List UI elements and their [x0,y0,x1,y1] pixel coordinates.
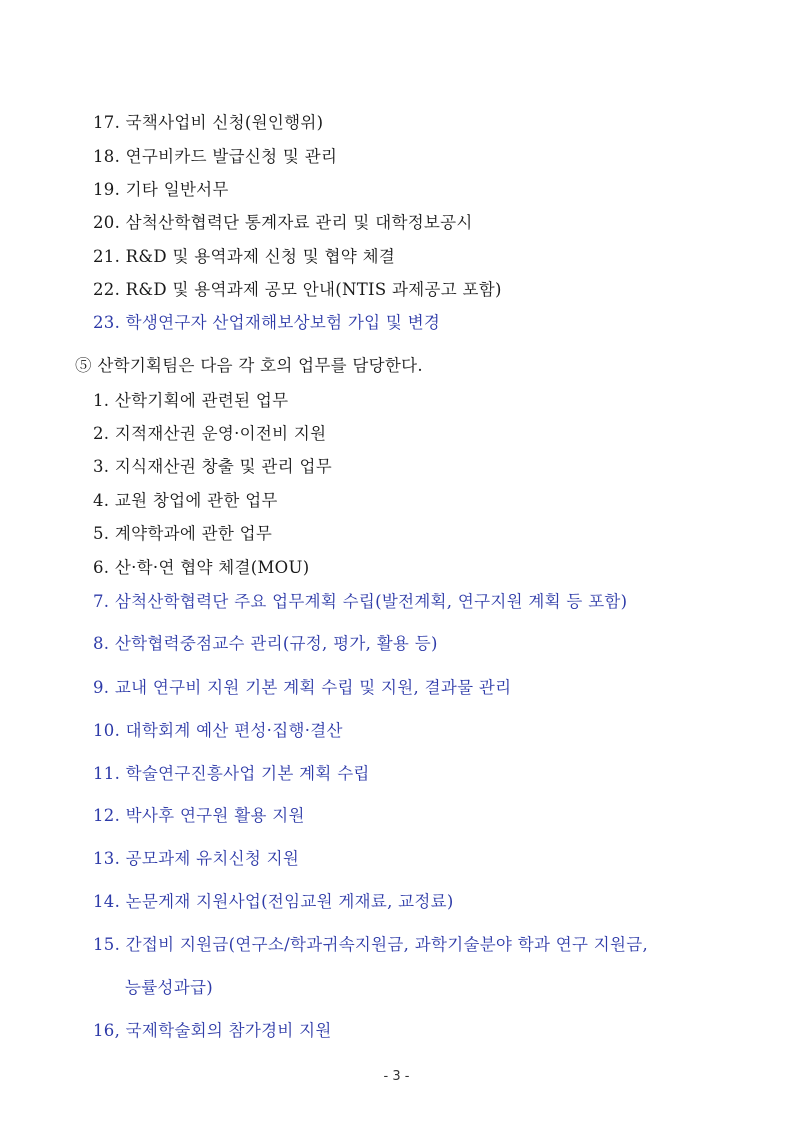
list-item: 13. 공모과제 유치신청 지원 [93,849,300,868]
list-item: 17. 국책사업비 신청(원인행위) [93,113,324,132]
list-item: 12. 박사후 연구원 활용 지원 [93,806,305,825]
list-item: 20. 삼척산학협력단 통계자료 관리 및 대학정보공시 [93,213,473,232]
list-item: 10. 대학회계 예산 편성·집행·결산 [93,721,343,740]
list-item: 2. 지적재산권 운영·이전비 지원 [93,424,327,443]
list-item: 23. 학생연구자 산업재해보상보험 가입 및 변경 [93,313,441,332]
list-item: 22. R&D 및 용역과제 공모 안내(NTIS 과제공고 포함) [93,280,502,299]
list-item: 3. 지식재산권 창출 및 관리 업무 [93,457,332,476]
list-item-continuation: 능률성과급) [125,978,213,997]
list-item: 9. 교내 연구비 지원 기본 계획 수립 및 지원, 결과물 관리 [93,678,512,697]
list-item: 1. 산학기획에 관련된 업무 [93,391,289,410]
list-item: 4. 교원 창업에 관한 업무 [93,491,278,510]
list-item: 11. 학술연구진흥사업 기본 계획 수립 [93,764,370,783]
list-item: 8. 산학협력중점교수 관리(규정, 평가, 활용 등) [93,634,438,653]
list-item: 19. 기타 일반서무 [93,180,229,199]
list-item: 5. 계약학과에 관한 업무 [93,524,273,543]
page-number: - 3 - [383,1069,410,1084]
list-item: 14. 논문게재 지원사업(전임교원 게재료, 교정료) [93,892,454,911]
list-item: 15. 간접비 지원금(연구소/학과귀속지원금, 과학기술분야 학과 연구 지원금, [93,935,649,954]
list-item: 6. 산·학·연 협약 체결(MOU) [93,558,310,577]
list-item: 16, 국제학술회의 참가경비 지원 [93,1021,332,1040]
list-item: 18. 연구비카드 발급신청 및 관리 [93,147,338,166]
list-item: 7. 삼척산학협력단 주요 업무계획 수립(발전계획, 연구지원 계획 등 포함) [93,592,628,611]
section-heading: ⑤ 산학기획팀은 다음 각 호의 업무를 담당한다. [75,356,423,375]
list-item: 21. R&D 및 용역과제 신청 및 협약 체결 [93,247,396,266]
